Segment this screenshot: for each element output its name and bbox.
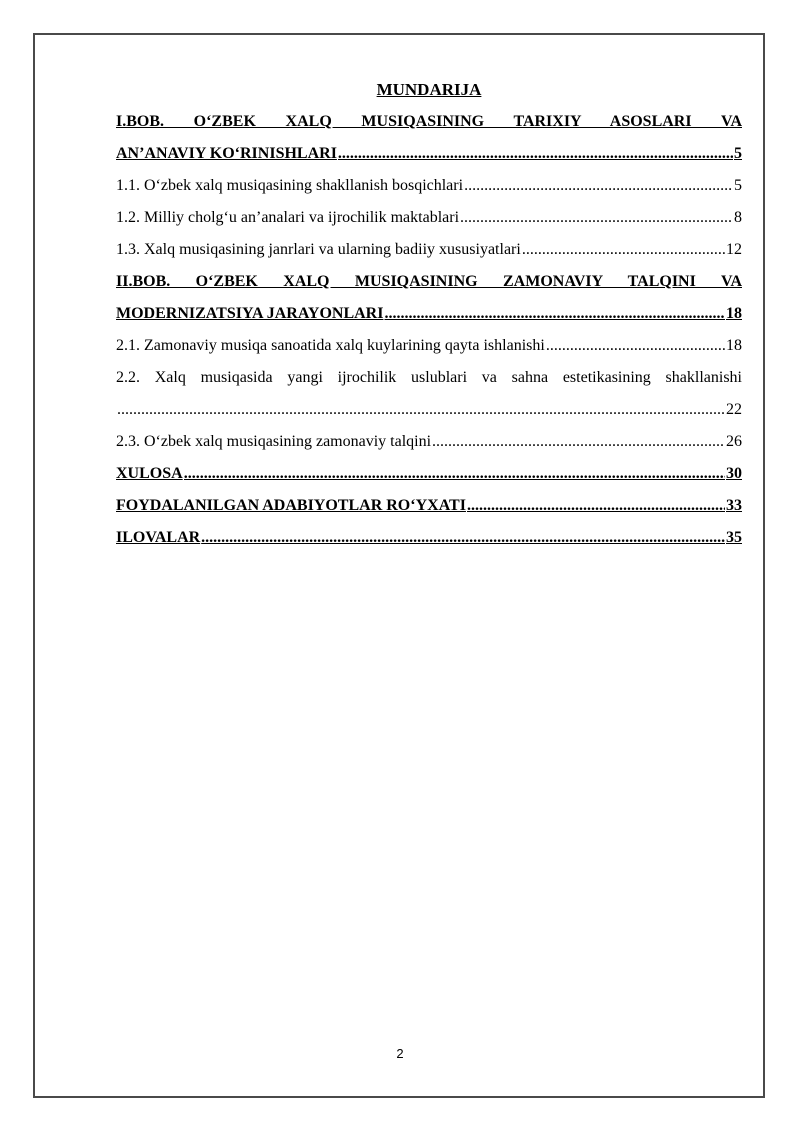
toc-page-number: 8 <box>734 209 742 226</box>
toc-page-number: 35 <box>726 529 742 546</box>
dot-leader <box>201 522 725 554</box>
toc-entry-label: 1.2. Milliy cholg‘u an’analari va ijrochilik maktablari <box>116 209 460 226</box>
toc-entry-label: MODERNIZATSIYA JARAYONLARI <box>116 305 384 322</box>
dot-leader <box>184 458 725 490</box>
toc-entry-label: 2.3. O‘zbek xalq musiqasining zamonaviy talqini <box>116 433 432 450</box>
toc-page-number: 18 <box>726 305 742 322</box>
toc-page-number: 18 <box>726 337 742 354</box>
toc-page-number: 5 <box>734 145 742 162</box>
toc-entry-section-2-3[interactable] <box>116 426 742 458</box>
toc-entry-label: XULOSA <box>116 465 183 482</box>
toc-entry-section-1-2[interactable] <box>116 202 742 234</box>
dot-leader <box>432 426 725 458</box>
toc-page-number: 33 <box>726 497 742 514</box>
table-of-contents <box>116 74 742 554</box>
toc-entry-label: ILOVALAR <box>116 529 201 546</box>
dot-leader <box>117 394 725 426</box>
dot-leader <box>522 234 725 266</box>
toc-page-number: 5 <box>734 177 742 194</box>
dot-leader <box>338 138 733 170</box>
toc-entry-section-2-1[interactable] <box>116 330 742 362</box>
toc-entry-section-2-2[interactable] <box>116 362 742 426</box>
dot-leader <box>467 490 725 522</box>
toc-entry-label: 1.1. O‘zbek xalq musiqasining shakllanish bosqichlari <box>116 177 464 194</box>
toc-page-number: 12 <box>726 241 742 258</box>
toc-entry-label: 1.3. Xalq musiqasining janrlari va ularning badiiy xususiyatlari <box>116 241 521 258</box>
page-number: 2 <box>396 1046 404 1061</box>
toc-entry-label: FOYDALANILGAN ADABIYOTLAR RO‘YXATI <box>116 497 466 514</box>
dot-leader <box>464 170 733 202</box>
toc-entry-section-1-1[interactable] <box>116 170 742 202</box>
toc-entry-line: II.BOB. O‘ZBEK XALQ MUSIQASINING ZAMONAVIY TALQINI VA <box>116 273 742 290</box>
toc-entry-line: 2.2. Xalq musiqasida yangi ijrochilik uslublari va sahna estetikasining shakllanishi <box>116 369 742 386</box>
dot-leader <box>460 202 733 234</box>
toc-entry-chapter-1[interactable] <box>116 106 742 170</box>
toc-page-number: 30 <box>726 465 742 482</box>
toc-entry-label: 2.1. Zamonaviy musiqa sanoatida xalq kuylarining qayta ishlanishi <box>116 337 545 354</box>
toc-title: MUNDARIJA <box>376 80 482 99</box>
toc-page-number: 26 <box>726 433 742 450</box>
toc-entry-appendices[interactable] <box>116 522 742 554</box>
toc-entry-line: I.BOB. O‘ZBEK XALQ MUSIQASINING TARIXIY ASOSLARI VA <box>116 113 742 130</box>
toc-page-number: 22 <box>726 401 742 418</box>
toc-entry-label: AN’ANAVIY KO‘RINISHLARI <box>116 145 337 162</box>
toc-entry-chapter-2[interactable] <box>116 266 742 330</box>
dot-leader <box>384 298 725 330</box>
dot-leader <box>546 330 725 362</box>
toc-entry-section-1-3[interactable] <box>116 234 742 266</box>
toc-entry-references[interactable] <box>116 490 742 522</box>
toc-entry-conclusion[interactable] <box>116 458 742 490</box>
